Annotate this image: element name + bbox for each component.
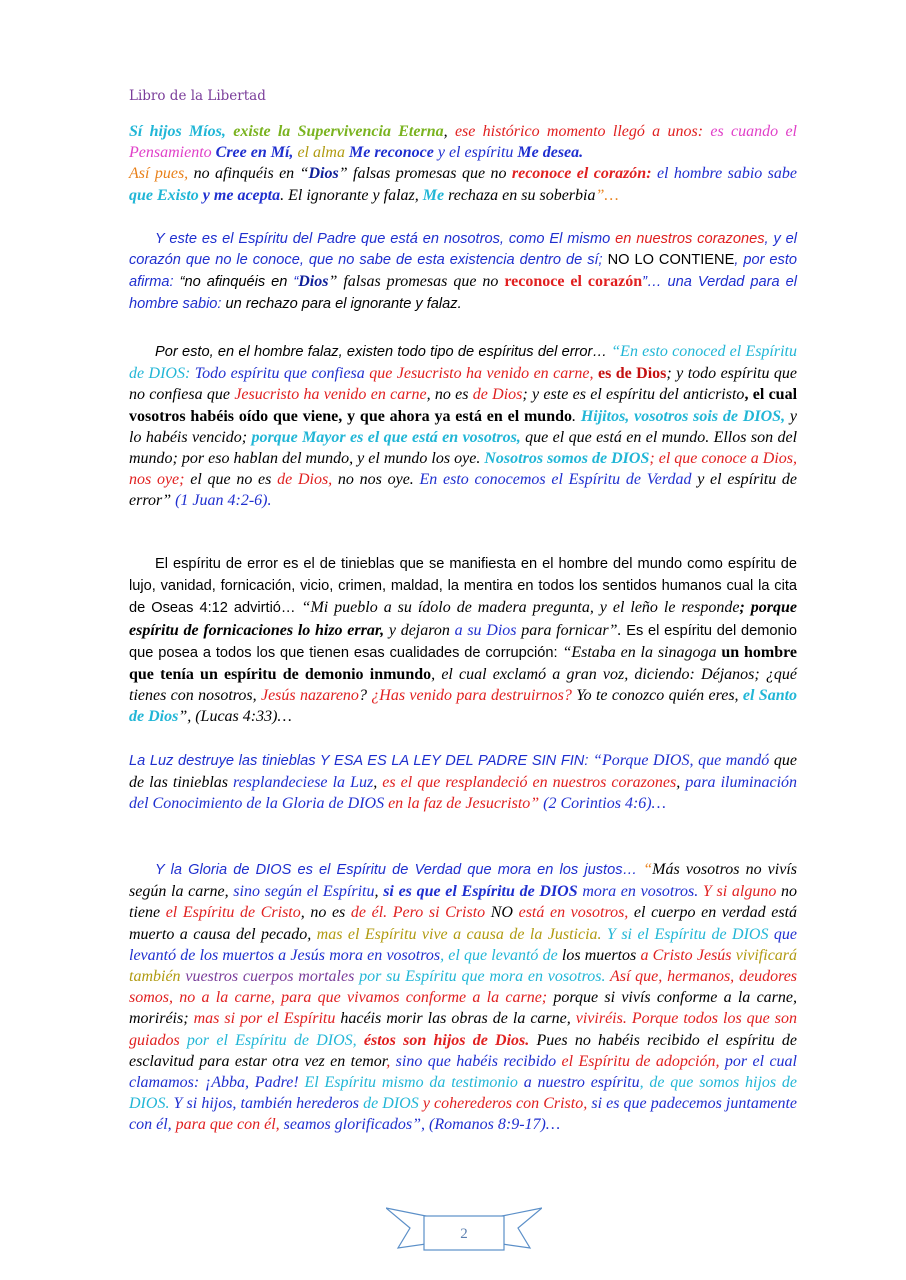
p1-seg: que Existo (129, 186, 199, 204)
p3-seg: que el que está en el mundo. Ellos son del mundo; por eso hablan del mundo, y el mundo los oye. (129, 428, 798, 468)
p1-seg: ” falsas promesas que no (338, 165, 512, 183)
p1-seg: ese histórico momento llegó a unos: (454, 123, 711, 140)
p6-seg: si es que padecemos juntamente con él, (129, 1095, 798, 1134)
p1-seg: el hombre sabio sabe (656, 165, 798, 183)
p4-seg: y dejaron (384, 621, 455, 639)
paragraph-2 (129, 229, 797, 315)
p1-seg: Me desea. (517, 144, 584, 162)
p3-seg: , no es (426, 386, 473, 404)
p1-seg: Cree en Mí, (215, 144, 298, 162)
p6-seg: y coherederos con Cristo, (418, 1095, 592, 1113)
p3-seg: y el espíritu de error” (129, 471, 798, 510)
p6-seg: vuestros cuerpos mortales (185, 968, 355, 986)
p3-seg: Hijitos, vosotros sois de DIOS, (580, 407, 786, 425)
p4-seg: Yo te conozco quién eres, (571, 687, 743, 705)
p5-seg: resplandeciese la Luz (233, 774, 374, 792)
p3-seg: de Dios (472, 386, 523, 404)
p6-seg: , (386, 1052, 396, 1070)
p1-seg: Me reconoce (348, 144, 434, 162)
p3-seg: Jesucristo ha venido en carne (234, 386, 427, 404)
p3-seg: y lo habéis vencido; (129, 407, 798, 446)
p6-seg: Y la Gloria de DIOS es el Espíritu de Verdad que mora en los justos… (155, 862, 644, 878)
p5-seg: en la faz de Jesucristo” (384, 795, 544, 813)
p6-seg: “ (643, 861, 653, 878)
p4-seg: Es el espíritu del demonio que posea a todos los que tienen esas cualidades de corrupción: (129, 622, 798, 661)
p4-seg: “Mi pueblo a su ídolo de madera pregunta, y el leño le responde (301, 599, 740, 617)
p2-seg: NO LO CONTIENE (607, 252, 735, 269)
p6-seg: Pues no habéis recibido el espíritu de esclavitud para estar otra vez en temor (129, 1031, 798, 1070)
p6-seg: que levantó de los muertos a Jesús mora en vosotros (129, 925, 798, 964)
p4-seg: El espíritu de error es el de tinieblas que se manifiesta en el hombre del mundo como espíritu de lujo, vanidad, fornicación, vicio, crimen, maldad, la mentira en todos los sentidos humanos cual la cita de Oseas 4:12 advirtió… (129, 556, 797, 617)
p6-seg: NO (485, 904, 519, 922)
p6-seg: para que con él, (171, 1116, 284, 1134)
p3-seg: “En esto conoced el Espíritu de DIOS: (129, 343, 797, 383)
p6-seg: a nuestro espíritu (517, 1074, 640, 1092)
p3-seg: el que no es (184, 471, 278, 489)
p2-seg: ”… una Verdad para el hombre sabio: (129, 274, 797, 312)
p6-seg: está en vosotros, (518, 904, 629, 922)
p6-seg: mas el Espíritu vive a causa de la Justicia. (316, 925, 607, 943)
p6-seg: mas si por el Espíritu (193, 1010, 336, 1028)
p6-seg: no tiene (129, 883, 798, 922)
p5-seg: “Porque DIOS, (593, 752, 699, 769)
p4-seg: el Santo de Dios (129, 687, 798, 726)
paragraph-1 (129, 121, 797, 206)
p6-seg: sino que habéis recibido (395, 1052, 562, 1070)
p1-seg: “ (299, 165, 309, 183)
p5-seg: (2 Corintios 4:6)… (543, 795, 666, 813)
p5-seg: , (373, 774, 383, 792)
paragraph-4 (129, 553, 797, 728)
p6-seg: Y si hijos, también herederos (173, 1095, 364, 1113)
p2-seg: Y este es el Espíritu del Padre (155, 231, 357, 247)
p6-seg: Y si el Espíritu de DIOS (606, 925, 769, 943)
p6-seg: , (374, 883, 384, 901)
p1-seg: Así pues, (129, 165, 194, 183)
p2-seg: , y el corazón que no le conoce, que no sabe de esta existencia dentro de sí; (129, 231, 798, 269)
ribbon-right-tail (502, 1208, 542, 1248)
p6-seg: éstos son hijos de Dios. (363, 1031, 530, 1049)
p2-seg: “no afinquéis en (179, 274, 294, 291)
p5-seg: , (676, 774, 686, 792)
p5-seg: para iluminación (685, 774, 798, 792)
p4-seg: ¿Has venido para destruirnos? (371, 687, 572, 705)
p3-seg: que Jesucristo ha venido en carne (369, 365, 590, 383)
p3-seg: no nos oye. (332, 471, 420, 489)
p1-seg: existe la Supervivencia Eterna (233, 123, 444, 140)
p5-seg: es el que resplandeció en nuestros corazones (382, 774, 677, 792)
p1-seg: Dios (308, 165, 339, 183)
paragraph-5 (129, 750, 797, 815)
p6-seg: a Cristo Jesús (640, 946, 732, 964)
p6-seg: , (224, 883, 234, 901)
p6-seg: seamos glorificados (283, 1116, 413, 1134)
p3-seg: porque Mayor es el que está en vosotros, (251, 428, 521, 446)
p6-seg: vivificará también (129, 946, 798, 986)
p1-seg: y me acepta (198, 186, 281, 204)
p6-seg: de DIOS (363, 1095, 419, 1113)
p2-seg: reconoce el corazón (504, 273, 643, 291)
p3-seg: En esto conocemos el Espíritu de Verdad (419, 471, 692, 489)
p6-seg: por el cual clamamos: ¡Abba, Padre! (129, 1052, 797, 1092)
p1-seg: es cuando el Pensamiento (129, 123, 797, 162)
p6-seg: por el Espíritu de DIOS, (179, 1031, 364, 1049)
p6-seg: , (307, 925, 317, 943)
p6-seg: viviréis. Porque todos los que son guiados (129, 1010, 798, 1049)
p1-seg: reconoce el corazón: (511, 165, 657, 183)
p6-seg: Más vosotros no vivís según la carne (129, 861, 797, 901)
page-number: 2 (460, 1226, 468, 1242)
p3-seg: ; el que conoce a Dios, nos oye; (129, 450, 797, 489)
p6-seg: hacéis morir las obras de la carne, (335, 1010, 576, 1028)
p2-seg: “ (293, 274, 299, 291)
p4-seg: a su Dios (454, 621, 517, 639)
paragraph-3 (129, 341, 797, 512)
p6-seg: por su Espíritu que mora en vosotros. (354, 968, 610, 986)
p4-seg: ? (358, 687, 372, 705)
p6-seg: Así que, hermanos, deudores somos, no a la carne, para que vivamos conforme a la carne; (129, 968, 798, 1007)
p3-seg: es de Dios (597, 365, 667, 383)
p4-seg: “Estaba en la sinagoga (562, 643, 722, 661)
paragraph-6 (129, 859, 797, 1136)
p1-seg: ”… (595, 186, 619, 204)
p1-seg: rechaza en su soberbia (444, 186, 596, 204)
p6-seg: porque si vivís conforme a la carne, moriréis; (129, 989, 797, 1028)
p4-seg: ; porque espíritu de fornicaciones lo hizo errar, (129, 599, 797, 639)
p1-seg: , (443, 123, 455, 140)
p1-seg: Me (422, 186, 445, 204)
p3-seg: Nosotros somos de DIOS (484, 450, 650, 468)
p4-seg: para fornicar”. (516, 621, 627, 639)
p6-seg: ”, (Romanos 8:9-17)… (412, 1116, 561, 1134)
p1-seg: . El ignorante y falaz, (280, 186, 423, 204)
p3-seg: ; y este es el espíritu del anticristo (522, 386, 745, 404)
p6-seg: Y si alguno (702, 883, 777, 901)
p2-seg: en nuestros corazones (615, 231, 765, 247)
p4-seg: , el cual exclamó a gran voz, diciendo: Déjanos; ¿qué tienes con nosotros, (129, 666, 798, 705)
p4-seg: un hombre que tenía un espíritu de demonio inmundo (129, 643, 798, 684)
p4-seg: ”, (Lucas 4:33)… (178, 708, 292, 726)
p3-seg: Todo espíritu que confiesa (194, 365, 370, 383)
p1-seg: Sí hijos Míos, (129, 123, 234, 140)
p3-seg: Por esto, en el hombre falaz, existen todo tipo de espíritus del error… (155, 344, 612, 360)
p6-seg: , de que somos hijos de DIOS. (129, 1074, 798, 1113)
p1-seg: y el espíritu (433, 144, 518, 162)
p1-seg: el alma (297, 144, 349, 162)
p2-seg: Dios (298, 273, 329, 291)
p6-seg: el Espíritu de Cristo (165, 904, 301, 922)
p1-seg: no afinquéis en (193, 165, 300, 183)
p6-seg: el cuerpo en verdad está muerto a causa del pecado (129, 904, 798, 943)
p3-seg: , (589, 365, 598, 383)
ribbon-left-tail (386, 1208, 426, 1248)
p6-seg: , el que levantó de (440, 946, 562, 964)
p6-seg: los muertos (561, 946, 641, 964)
p2-seg: ” falsas promesas que no (328, 273, 505, 291)
p3-seg: . (572, 407, 581, 425)
p3-seg: de Dios, (277, 471, 333, 489)
p5-seg: que de las tinieblas (129, 752, 797, 792)
p6-seg: sino según el Espíritu (233, 883, 375, 901)
p2-seg: un rechazo para el ignorante y falaz. (225, 295, 462, 312)
p6-seg: , no es (300, 904, 351, 922)
p6-seg: si es que el Espíritu de DIOS (383, 883, 578, 901)
p2-seg: que está en nosotros, como El mismo (356, 231, 616, 247)
p6-seg: mora en vosotros. (577, 883, 703, 901)
p5-seg: La Luz destruye las tinieblas Y ESA ES LA LEY DEL PADRE SIN FIN: (129, 753, 594, 769)
p6-seg: el Espíritu de adopción, (561, 1052, 720, 1070)
p6-seg: de él. Pero si Cristo (350, 904, 486, 922)
p3-seg: , el cual vosotros habéis oído que viene, y que ahora ya está en el mundo (129, 386, 798, 425)
p5-seg: que mandó (698, 752, 770, 769)
running-header: Libro de la Libertad (129, 88, 266, 104)
p4-seg: Jesús nazareno (260, 687, 359, 705)
p5-seg: del Conocimiento de la Gloria de DIOS (129, 795, 385, 813)
p3-seg: (1 Juan 4:2-6). (171, 492, 272, 510)
p3-seg: ; y todo espíritu que no confiesa que (129, 365, 798, 404)
p6-seg: El Espíritu mismo da testimonio (304, 1074, 518, 1092)
p2-seg: , por esto afirma: (129, 252, 797, 291)
